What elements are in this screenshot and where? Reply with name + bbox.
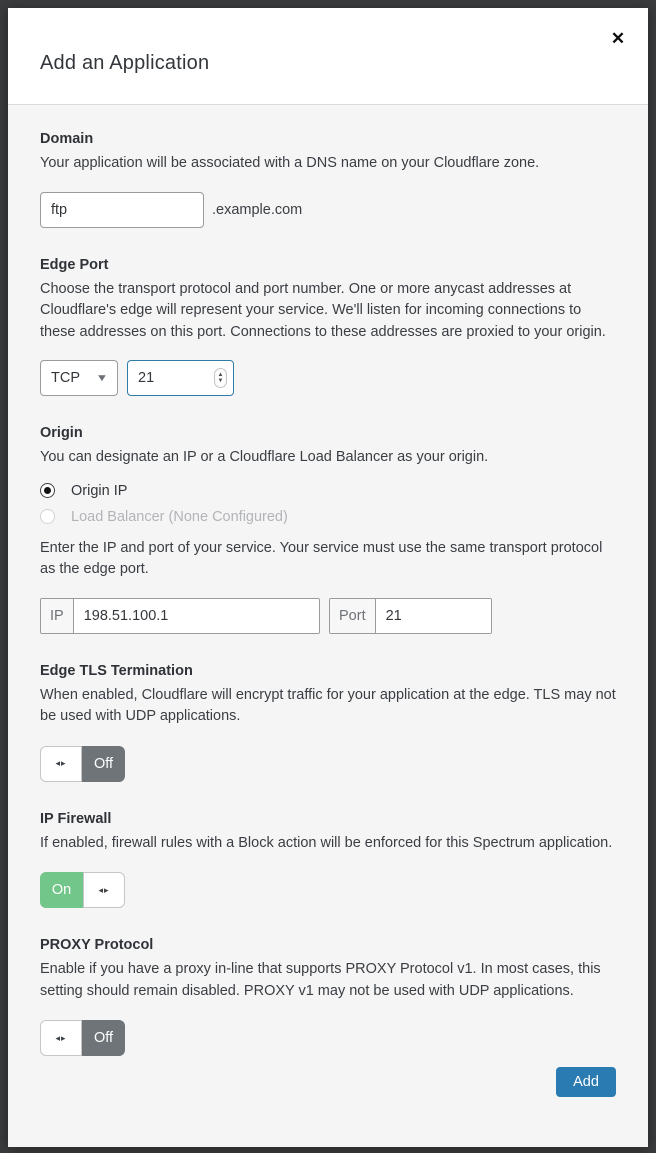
radio-load-balancer	[40, 504, 616, 530]
protocol-select-value: TCP	[51, 370, 80, 386]
origin-ip-port-row	[40, 598, 616, 634]
edge-tls-toggle-state: Off	[82, 746, 125, 782]
origin-radio-group	[40, 478, 616, 530]
edge-port-controls-row	[40, 360, 616, 396]
domain-section-description: Your application will be associated with a DNS name on your Cloudflare zone.	[40, 155, 540, 171]
modal-body	[8, 105, 648, 1097]
origin-port-group	[329, 598, 492, 634]
ip-firewall-section-label: IP Firewall	[40, 810, 112, 827]
ip-prefix-label: IP	[41, 599, 74, 633]
chevron-down-icon: ▼	[95, 372, 109, 384]
ip-firewall-toggle-state: On	[40, 872, 83, 908]
ip-firewall-toggle[interactable]	[40, 872, 125, 908]
radio-origin-ip-label: Origin IP	[71, 482, 128, 499]
radio-unselected-icon	[40, 509, 55, 524]
domain-input-row	[40, 192, 616, 228]
proxy-protocol-section-label: PROXY Protocol	[40, 937, 154, 953]
origin-port-input[interactable]	[376, 599, 491, 633]
add-button[interactable]: Add	[556, 1067, 616, 1097]
domain-suffix: .example.com	[212, 201, 303, 218]
add-application-modal	[8, 8, 648, 1147]
proxy-protocol-toggle-state: Off	[82, 1020, 125, 1056]
radio-load-balancer-label: Load Balancer (None Configured)	[71, 508, 288, 525]
radio-origin-ip[interactable]	[40, 478, 616, 504]
origin-section-label: Origin	[40, 425, 83, 441]
port-prefix-label: Port	[330, 599, 376, 633]
edge-port-number-wrap	[127, 360, 234, 396]
edge-tls-toggle[interactable]	[40, 746, 125, 782]
number-stepper-icon[interactable]: ▲ ▼	[214, 368, 227, 388]
origin-ip-input[interactable]	[74, 599, 319, 633]
domain-section-label: Domain	[40, 131, 94, 147]
edge-tls-section-description: When enabled, Cloudflare will encrypt traffic for your application at the edge. TLS may not be used with UDP applications.	[40, 686, 616, 724]
radio-selected-icon	[40, 483, 55, 498]
protocol-select[interactable]	[40, 360, 118, 396]
edge-port-section-label: Edge Port	[40, 256, 109, 273]
origin-ip-description: Enter the IP and port of your service. Your service must use the same transport protocol as the edge port.	[40, 539, 603, 577]
origin-ip-group	[40, 598, 320, 634]
edge-tls-section-label: Edge TLS Termination	[40, 662, 193, 679]
toggle-handle-arrows-icon: ◂▸	[83, 872, 125, 908]
edge-port-section-description: Choose the transport protocol and port number. One or more anycast addresses at Cloudflare's edge will represent your service. We'll listen for incoming connections to these addresses on this port. Connections to these addresses are proxied to your origin.	[40, 280, 606, 340]
close-icon[interactable]: ✕	[607, 28, 629, 50]
proxy-protocol-section-description: Enable if you have a proxy in-line that supports PROXY Protocol v1. In most cases, this setting should remain disabled. PROXY v1 may not be used with UDP applications.	[40, 961, 601, 999]
proxy-protocol-toggle[interactable]	[40, 1020, 125, 1056]
toggle-handle-arrows-icon: ◂▸	[40, 1020, 82, 1056]
modal-title: Add an Application	[40, 52, 210, 74]
toggle-handle-arrows-icon: ◂▸	[40, 746, 82, 782]
ip-firewall-section-description: If enabled, firewall rules with a Block action will be enforced for this Spectrum application.	[40, 834, 613, 851]
origin-section-description: You can designate an IP or a Cloudflare Load Balancer as your origin.	[40, 449, 489, 465]
modal-footer	[40, 1067, 616, 1097]
domain-input[interactable]	[40, 192, 204, 228]
modal-header	[8, 8, 648, 105]
